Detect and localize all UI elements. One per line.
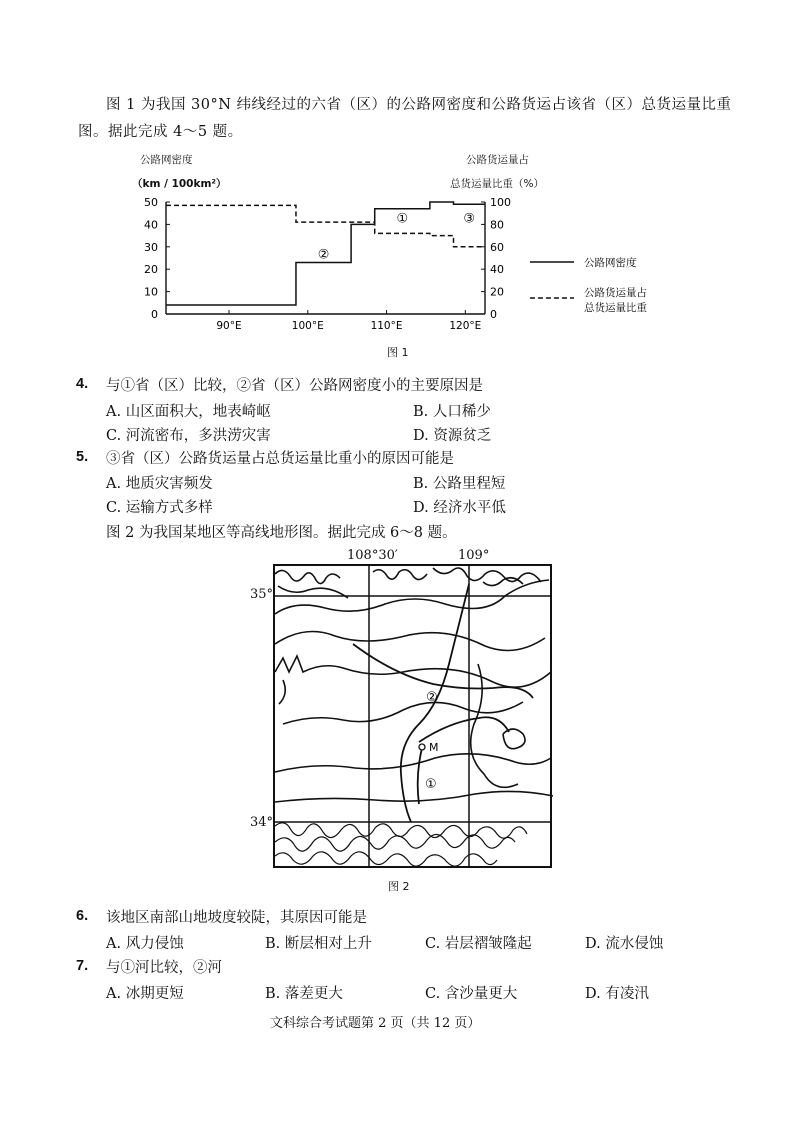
river-2 bbox=[353, 644, 533, 698]
legend-label-freight-share-line2: 总货运量比重 bbox=[584, 302, 647, 314]
x-tick-label: 100°E bbox=[291, 320, 324, 332]
map-label-river1: ① bbox=[425, 777, 437, 792]
q4-option-d[interactable]: D. 资源贫乏 bbox=[413, 428, 492, 444]
map-north-hills bbox=[275, 568, 541, 598]
map-contour-lines bbox=[275, 580, 553, 802]
q6-option-b[interactable]: B. 断层相对上升 bbox=[265, 936, 372, 952]
q4-option-b[interactable]: B. 人口稀少 bbox=[413, 404, 491, 420]
map-south-mountains bbox=[275, 823, 527, 866]
map-longitude-label-2: 109° bbox=[458, 548, 490, 563]
q5-number: 5. bbox=[76, 449, 89, 465]
q4-stem: 与①省（区）比较，②省（区）公路网密度小的主要原因是 bbox=[106, 378, 483, 394]
left-tick-label: 30 bbox=[144, 240, 158, 254]
region-marker-label: ① bbox=[396, 211, 409, 227]
map-label-river2: ② bbox=[426, 690, 438, 705]
q4-option-c[interactable]: C. 河流密布，多洪涝灾害 bbox=[106, 428, 271, 444]
q7-number: 7. bbox=[76, 958, 89, 974]
q7-option-c[interactable]: C. 含沙量更大 bbox=[425, 986, 518, 1002]
figure2-contour-map bbox=[273, 564, 553, 869]
left-axis-title-line2: （km / 100km²） bbox=[132, 178, 227, 190]
left-tick-label: 0 bbox=[151, 308, 158, 321]
q6-stem: 该地区南部山地坡度较陡，其原因可能是 bbox=[106, 910, 367, 926]
q5-option-b[interactable]: B. 公路里程短 bbox=[413, 476, 506, 492]
legend-label-road-density: 公路网密度 bbox=[584, 257, 637, 269]
q4-number: 4. bbox=[76, 376, 89, 392]
region-marker-label: ② bbox=[317, 247, 330, 263]
series-freight-share-line bbox=[166, 205, 485, 246]
right-tick-label: 40 bbox=[490, 263, 504, 277]
q6-option-a[interactable]: A. 风力侵蚀 bbox=[106, 936, 184, 952]
x-tick-label: 90°E bbox=[216, 320, 242, 332]
q7-option-d[interactable]: D. 有凌汛 bbox=[585, 986, 649, 1002]
right-axis-title-line1: 公路货运量占 bbox=[466, 154, 529, 166]
map-longitude-label-1: 108°30′ bbox=[347, 548, 398, 563]
right-tick-label: 20 bbox=[490, 285, 504, 299]
right-axis-title-line2: 总货运量比重（%） bbox=[450, 178, 544, 190]
q7-option-b[interactable]: B. 落差更大 bbox=[265, 986, 343, 1002]
x-tick-label: 120°E bbox=[449, 320, 482, 332]
q6-option-d[interactable]: D. 流水侵蚀 bbox=[585, 936, 664, 952]
legend-label-freight-share-line1: 公路货运量占 bbox=[584, 287, 647, 299]
q5-stem: ③省（区）公路货运量占总货运量比重小的原因可能是 bbox=[106, 451, 454, 467]
right-tick-label: 80 bbox=[490, 218, 504, 232]
left-tick-label: 10 bbox=[144, 285, 158, 299]
x-tick-label: 110°E bbox=[370, 320, 403, 332]
figure1-chart bbox=[120, 190, 680, 340]
intro-text-fig2: 图 2 为我国某地区等高线地形图。据此完成 6～8 题。 bbox=[106, 525, 457, 541]
map-latitude-label-2: 34° bbox=[250, 815, 274, 830]
q6-number: 6. bbox=[76, 908, 89, 924]
map-label-m: M bbox=[429, 741, 439, 754]
right-tick-label: 100 bbox=[490, 196, 511, 209]
q5-option-c[interactable]: C. 运输方式多样 bbox=[106, 500, 213, 516]
region-marker-label: ③ bbox=[463, 211, 476, 227]
figure2-caption: 图 2 bbox=[388, 880, 410, 893]
left-tick-label: 50 bbox=[144, 196, 158, 209]
figure1-caption: 图 1 bbox=[387, 346, 409, 359]
left-tick-label: 40 bbox=[144, 218, 158, 232]
q4-option-a[interactable]: A. 山区面积大，地表崎岖 bbox=[106, 404, 271, 420]
left-tick-label: 20 bbox=[144, 263, 158, 277]
q7-stem: 与①河比较，②河 bbox=[106, 960, 222, 976]
map-latitude-label-1: 35° bbox=[250, 587, 274, 602]
left-axis-title-line1: 公路网密度 bbox=[140, 154, 193, 166]
q5-option-d[interactable]: D. 经济水平低 bbox=[413, 500, 506, 516]
q7-option-a[interactable]: A. 冰期更短 bbox=[106, 986, 184, 1002]
q5-option-a[interactable]: A. 地质灾害频发 bbox=[106, 476, 213, 492]
right-tick-label: 60 bbox=[490, 240, 504, 254]
page-footer: 文科综合考试题第 2 页（共 12 页） bbox=[270, 1016, 481, 1031]
map-point-m bbox=[419, 744, 425, 750]
right-tick-label: 0 bbox=[490, 308, 497, 321]
q6-option-c[interactable]: C. 岩层褶皱隆起 bbox=[425, 936, 532, 952]
intro-text-fig1: 图 1 为我国 30°N 纬线经过的六省（区）的公路网密度和公路货运占该省（区）总货运量比重图。据此完成 4～5 题。 bbox=[78, 97, 732, 140]
